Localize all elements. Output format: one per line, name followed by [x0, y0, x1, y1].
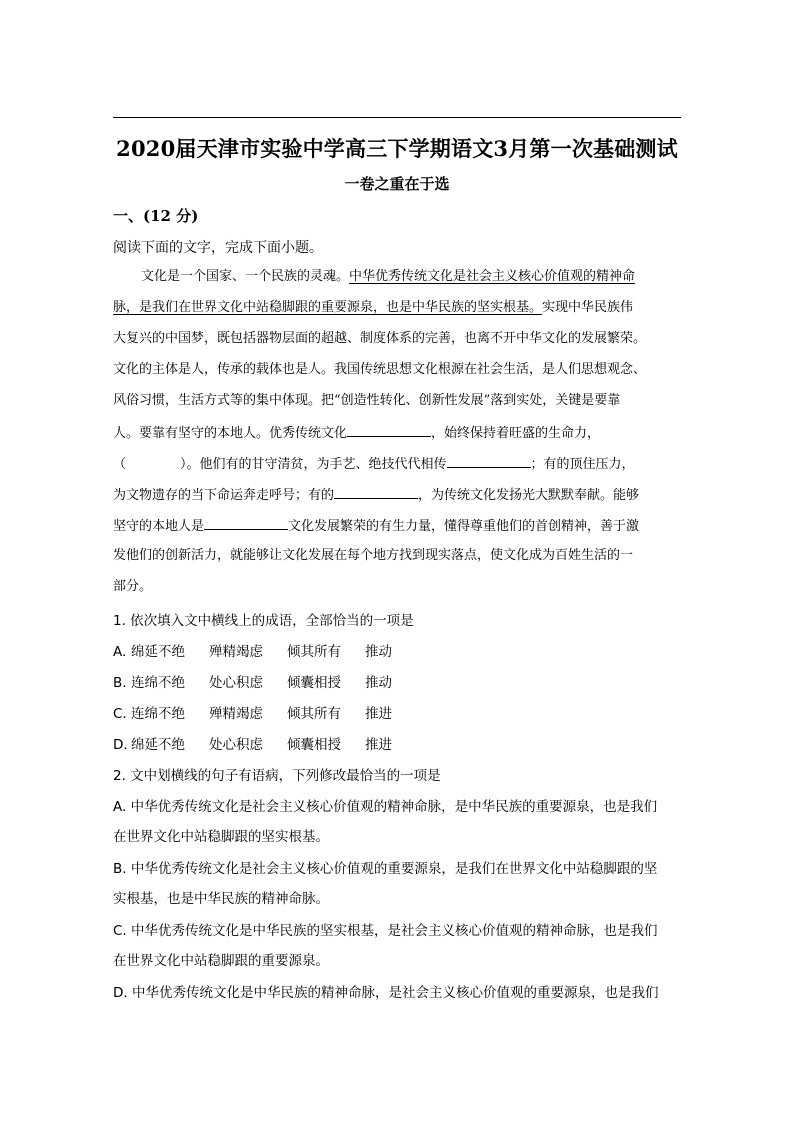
- passage-text: 人。要靠有坚守的本地人。优秀传统文化: [113, 426, 348, 441]
- fill-blank-3: [334, 484, 418, 499]
- question-2-option-a: A. 中华优秀传统文化是社会主义核心价值观的精神命脉，是中华民族的重要源泉，也是我们: [113, 799, 658, 815]
- page-subtitle: 一卷之重在于选: [344, 175, 450, 193]
- passage-text: （: [113, 457, 127, 472]
- passage-line: 大复兴的中国梦，既包括器物层面的超越、制度体系的完善，也离不开中华文化的发展繁荣。: [113, 331, 647, 346]
- underlined-sentence: 中华优秀传统文化是社会主义核心价值观的精神命: [349, 269, 636, 284]
- passage-line: [113, 484, 639, 506]
- passage-text: ，为传统文化发扬光大默默奉献。能够: [418, 488, 640, 503]
- question-1-option: B. 连绵不绝 处心积虑 倾囊相授 推动: [113, 675, 392, 691]
- passage-text: ；有的顶住压力，: [530, 457, 635, 472]
- passage-line: [113, 298, 633, 318]
- question-1-option: C. 连绵不绝 殚精竭虑 倾其所有 推进: [113, 706, 392, 722]
- underlined-sentence: 脉，是我们在世界文化中站稳脚跟的重要源泉，也是中华民族的坚实根基。: [113, 300, 543, 315]
- question-1-stem: 1. 依次填入文中横线上的成语，全部恰当的一项是: [113, 613, 414, 629]
- page-title: 2020届天津市实验中学高三下学期语文3月第一次基础测试: [116, 136, 678, 161]
- passage-text: ，始终保持着旺盛的生命力，: [431, 426, 601, 441]
- passage-line: [141, 267, 635, 287]
- passage-text: 为文物遗存的当下命运奔走呼号；有的: [113, 488, 335, 503]
- passage-text: ）。他们有的甘守清贫，为手艺、绝技代代相传: [180, 457, 447, 472]
- fill-blank-1: [347, 422, 431, 437]
- passage-line: [113, 515, 639, 537]
- question-1-option: D. 绵延不绝 处心积虑 倾囊相授 推进: [113, 737, 392, 753]
- fill-blank-5: [204, 515, 288, 530]
- header-rule: [113, 117, 681, 118]
- passage-line: 发他们的创新活力，就能够让文化发展在每个地方找到现实落点，使文化成为百姓生活的一: [113, 548, 634, 563]
- fill-blank-2: [447, 453, 531, 468]
- question-2-option-c: C. 中华优秀传统文化是中华民族的坚实根基，是社会主义核心价值观的精神命脉，也是我们: [113, 923, 658, 939]
- passage-text: 文化发展繁荣的有生力量，懂得尊重他们的首创精神，善于激: [288, 519, 640, 534]
- passage-text: 坚守的本地人是: [113, 519, 205, 534]
- question-2-stem: 2. 文中划横线的句子有语病，下列修改最恰当的一项是: [113, 768, 441, 784]
- question-2-option-c-cont: 在世界文化中站稳脚跟的重要源泉。: [113, 953, 329, 969]
- passage-line: 部分。: [113, 579, 153, 594]
- question-2-option-b-cont: 实根基，也是中华民族的精神命脉。: [113, 891, 329, 907]
- passage-text: 实现中华民族伟: [542, 300, 634, 315]
- instruction: 阅读下面的文字，完成下面小题。: [113, 240, 323, 256]
- passage-text: 文化是一个国家、一个民族的灵魂。: [141, 269, 350, 284]
- passage-line: [113, 422, 600, 444]
- passage-line: 文化的主体是人，传承的载体也是人。我国传统思想文化根源在社会生活，是人们思想观念、: [113, 362, 647, 377]
- section-heading: 一、(12 分): [113, 207, 199, 225]
- passage-line: 风俗习惯，生活方式等的集中体现。把“创造性转化、创新性发展”落到实处，关键是要靠: [113, 393, 621, 408]
- question-2-option-b: B. 中华优秀传统文化是社会主义核心价值观的重要源泉，是我们在世界文化中站稳脚跟的坚: [113, 861, 658, 877]
- passage-line: [113, 453, 635, 475]
- question-2-option-a-cont: 在世界文化中站稳脚跟的坚实根基。: [113, 829, 329, 845]
- question-2-option-d: D. 中华优秀传统文化是中华民族的精神命脉，是社会主义核心价值观的重要源泉，也是我们: [113, 985, 659, 1001]
- question-1-option: A. 绵延不绝 殚精竭虑 倾其所有 推动: [113, 644, 392, 660]
